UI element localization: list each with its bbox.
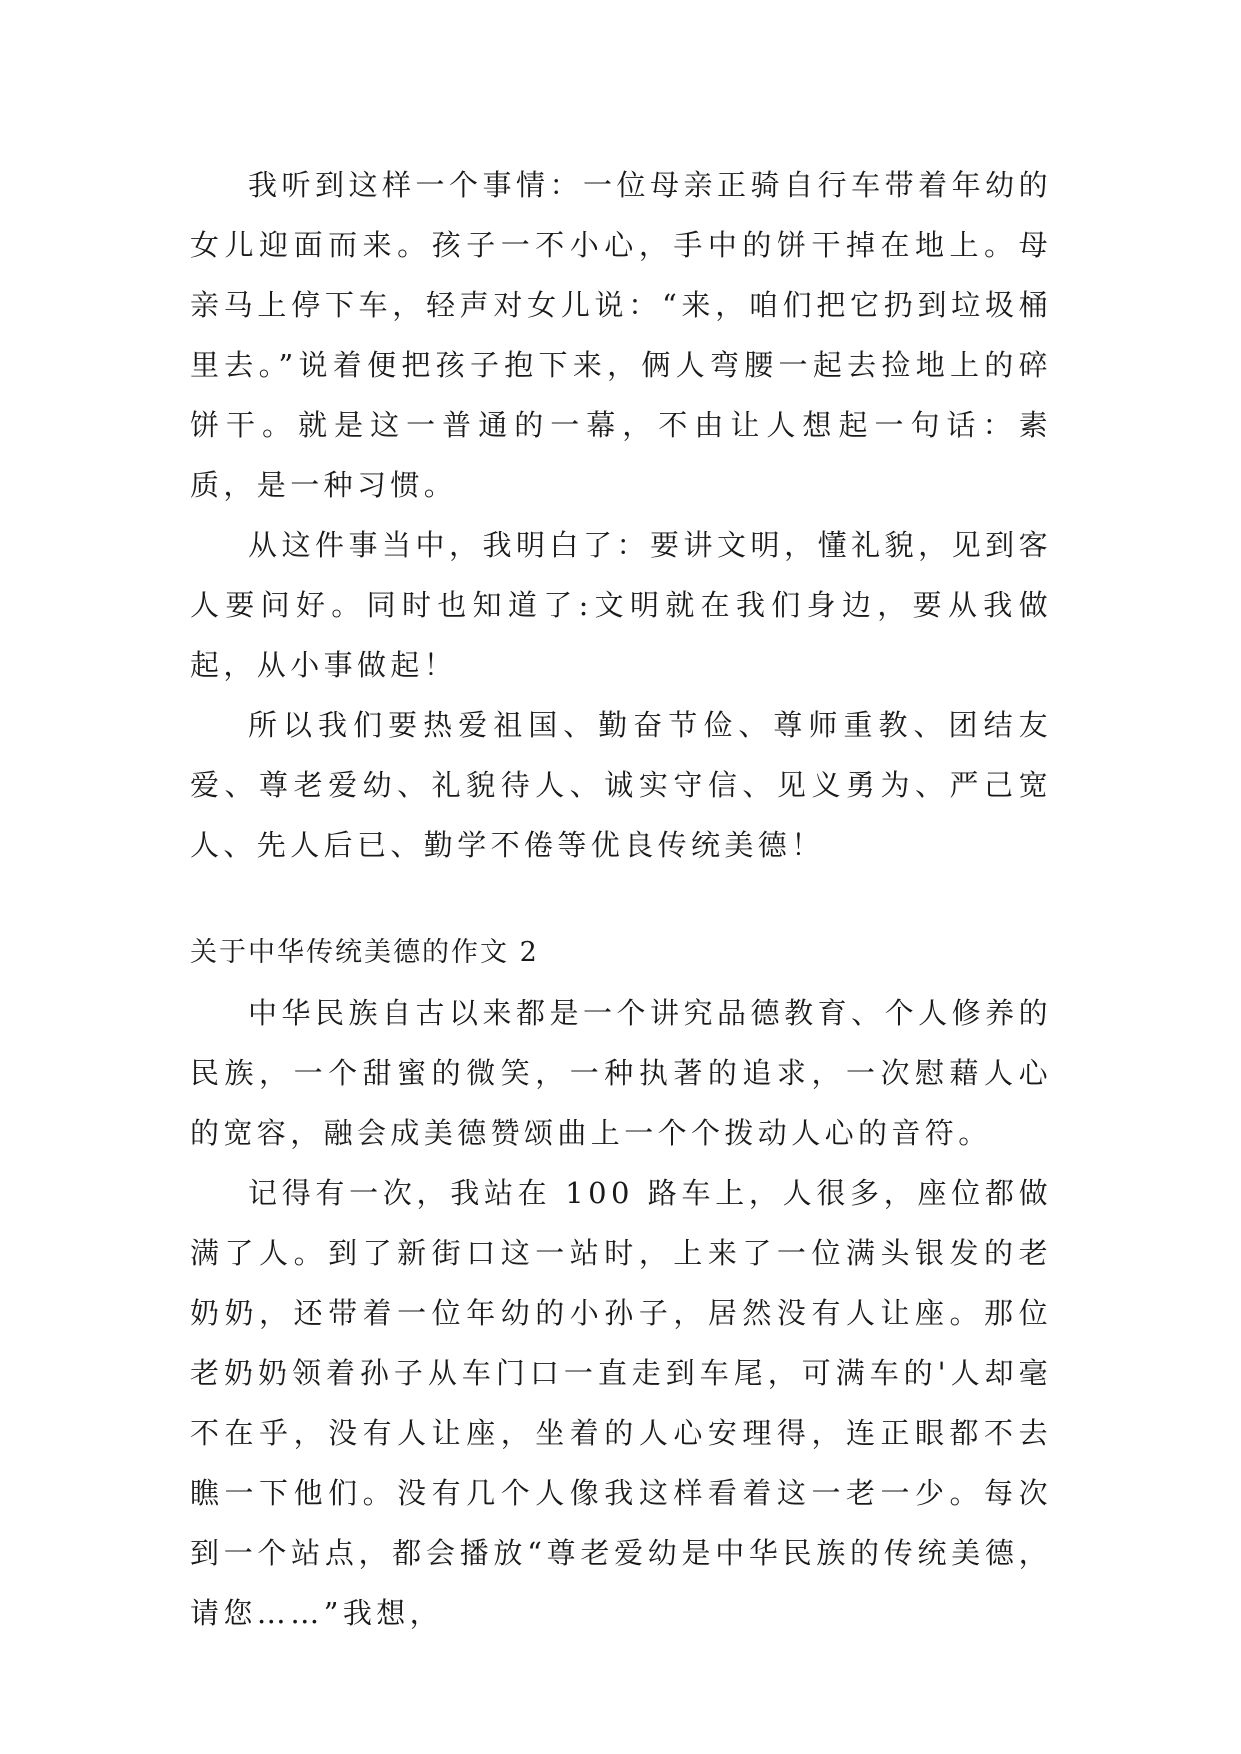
- section-title: 关于中华传统美德的作文 2: [190, 937, 539, 968]
- paragraph: 记得有一次，我站在 100 路车上，人很多，座位都做满了人。到了新街口这一站时，上来了一位满头银发的老奶奶，还带着一位年幼的小孙子，居然没有人让座。那位老奶奶领着孙子从车门口一直走到车尾，可满车的'人却毫不在乎，没有人让座，坐着的人心安理得，连正眼都不去瞧一下他们。没有几个人像我这样看着这一老一少。每次到一个站点，都会播放“尊老爱幼是中华民族的传统美德，请您……”我想，: [190, 1176, 1052, 1630]
- paragraph: 中华民族自古以来都是一个讲究品德教育、个人修养的民族，一个甜蜜的微笑，一种执著的追求，一次慰藉人心的宽容，融会成美德赞颂曲上一个个拨动人心的音符。: [190, 996, 1052, 1150]
- paragraph: 所以我们要热爱祖国、勤奋节俭、尊师重教、团结友爱、尊老爱幼、礼貌待人、诚实守信、见义勇为、严己宽人、先人后已、勤学不倦等优良传统美德！: [190, 708, 1052, 862]
- section-gap: [190, 875, 1052, 923]
- document-body: [190, 155, 1052, 1643]
- paragraph: 从这件事当中，我明白了：要讲文明，懂礼貌，见到客人要问好。同时也知道了:文明就在我们身边，要从我做起，从小事做起！: [190, 528, 1052, 682]
- paragraph: 我听到这样一个事情：一位母亲正骑自行车带着年幼的女儿迎面而来。孩子一不小心，手中的饼干掉在地上。母亲马上停下车，轻声对女儿说：“来，咱们把它扔到垃圾桶里去。”说着便把孩子抱下来，俩人弯腰一起去捡地上的碎饼干。就是这一普通的一幕，不由让人想起一句话：素质，是一种习惯。: [190, 168, 1052, 502]
